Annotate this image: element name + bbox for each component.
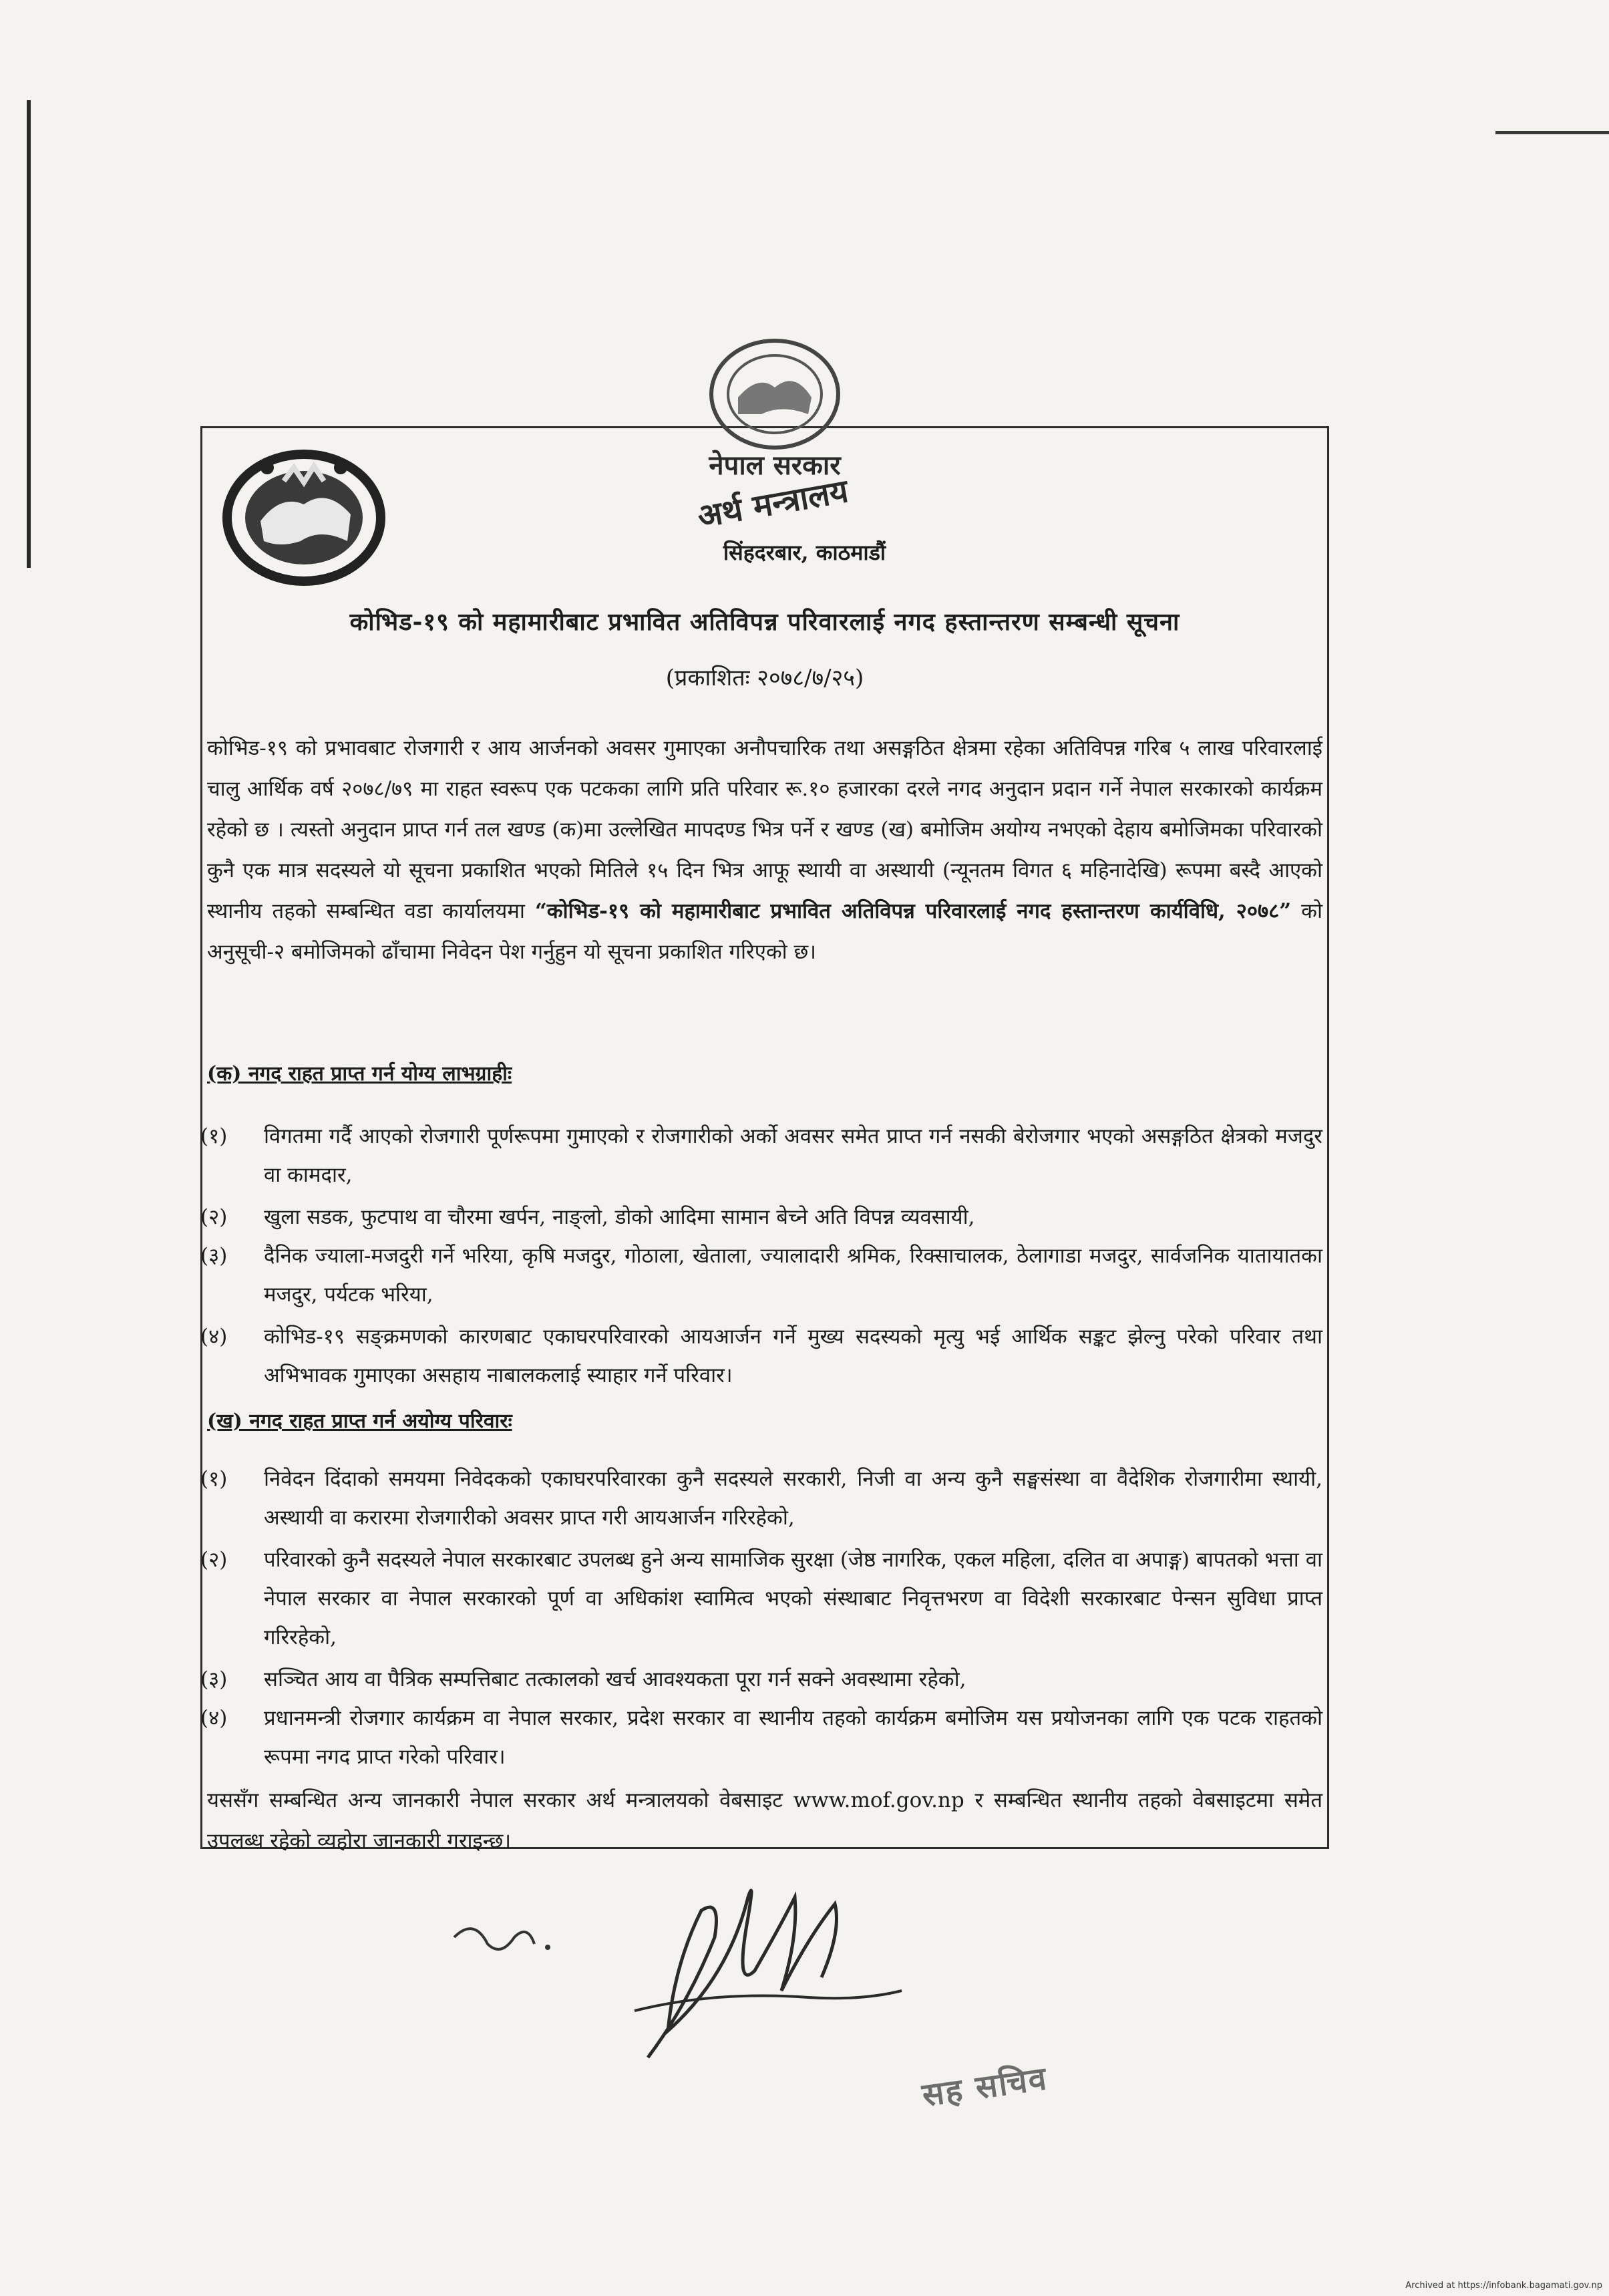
list-text: परिवारको कुनै सदस्यले नेपाल सरकारबाट उपलब्ध हुने अन्य सामाजिक सुरक्षा (जेष्ठ नागरिक, एकल महिला, दलित वा अपाङ्ग) बापतको भत्ता वा नेपाल सरकार वा नेपाल सरकारको पूर्ण वा अधिकांश स्वामित्व भएको संस्थाबाट निवृत्तभरण वा विदेशी सरकारबाट पेन्सन सुविधा प्राप्त गरिरहेको,	[264, 1548, 1322, 1649]
intro-text-after: को अनुसूची-२ बमोजिमको ढाँचामा निवेदन पेश गर्नुहुन यो सूचना प्रकाशित गरिएको छ।	[207, 899, 1322, 964]
list-text: सञ्चित आय वा पैत्रिक सम्पत्तिबाट तत्कालको खर्च आवश्यकता पूरा गर्न सक्ने अवस्थामा रहेको,	[264, 1667, 966, 1691]
list-item	[200, 1460, 1322, 1537]
list-item	[200, 1117, 1322, 1194]
list-number: (३)	[200, 1667, 228, 1691]
list-number: (३)	[200, 1244, 228, 1268]
footer-note: यससँग सम्बन्धित अन्य जानकारी नेपाल सरकार अर्थ मन्त्रालयको वेबसाइट www.mof.gov.np र सम्बन्धित स्थानीय तहको वेबसाइटमा समेत उपलब्ध रहेको व्यहोरा जानकारी गराइन्छ।	[207, 1788, 1322, 1853]
scan-edge-right	[1495, 131, 1609, 134]
list-text: खुला सडक, फुटपाथ वा चौरमा खर्पन, नाङ्लो, डोको आदिमा सामान बेच्ने अति विपन्न व्यवसायी,	[264, 1205, 975, 1229]
list-text: दैनिक ज्याला-मजदुरी गर्ने भरिया, कृषि मजदुर, गोठाला, खेताला, ज्यालादारी श्रमिक, रिक्साचालक, ठेलागाडा मजदुर, सार्वजनिक यातायातका मजदुर, पर्यटक भरिया,	[264, 1244, 1322, 1307]
scan-edge-left	[27, 100, 31, 568]
list-item	[200, 1198, 1322, 1237]
section-a-heading: (क) नगद राहत प्राप्त गर्न योग्य लाभग्राहीः	[207, 1062, 512, 1086]
list-number: (२)	[200, 1548, 228, 1572]
intro-text-before: कोभिड-१९ को प्रभावबाट रोजगारी र आय आर्जनको अवसर गुमाएका अनौपचारिक तथा असङ्गठित क्षेत्रमा रहेका अतिविपन्न गरिब ५ लाख परिवारलाई चालु आर्थिक वर्ष २०७८/७९ मा राहत स्वरूप एक पटकका लागि प्रति परिवार रू.१० हजारका दरले नगद अनुदान प्रदान गर्ने नेपाल सरकारको कार्यक्रम रहेको छ । त्यस्तो अनुदान प्राप्त गर्न तल खण्ड (क)मा उल्लेखित मापदण्ड भित्र पर्ने र खण्ड (ख) बमोजिम अयोग्य नभएको देहाय बमोजिमका परिवारको कुनै एक मात्र सदस्यले यो सूचना प्रकाशित भएको मितिले १५ दिन भित्र आफू स्थायी वा अस्थायी (न्यूनतम विगत ६ महिनादेखि) रूपमा बस्दै आएको स्थानीय तहको सम्बन्धित वडा कार्यालयमा	[207, 736, 1322, 923]
section-b-heading: (ख) नगद राहत प्राप्त गर्न अयोग्य परिवारः	[207, 1410, 512, 1433]
list-text: कोभिड-१९ सङ्क्रमणको कारणबाट एकाघरपरिवारको आयआर्जन गर्ने मुख्य सदस्यको मृत्यु भई आर्थिक सङ्कट झेल्नु परेको परिवार तथा अभिभावक गुमाएका असहाय नाबालकलाई स्याहार गर्ने परिवार।	[264, 1325, 1322, 1387]
intro-quoted-procedure: “कोभिड-१९ को महामारीबाट प्रभावित अतिविपन्न परिवारलाई नगद हस्तान्तरण कार्यविधि, २०७८”	[534, 899, 1292, 923]
list-number: (२)	[200, 1205, 228, 1229]
list-item	[200, 1237, 1322, 1314]
list-text: प्रधानमन्त्री रोजगार कार्यक्रम वा नेपाल सरकार, प्रदेश सरकार वा स्थानीय तहको कार्यक्रम बमोजिम यस प्रयोजनका लागि एक पटक राहतको रूपमा नगद प्राप्त गरेको परिवार।	[264, 1706, 1322, 1769]
archive-note: Archived at https://infobank.bagamati.gov.np	[1405, 2281, 1602, 2291]
seal-stamp-line1: नेपाल सरकार	[709, 450, 841, 481]
list-text: निवेदन दिंदाको समयमा निवेदकको एकाघरपरिवारका कुनै सदस्यले सरकारी, निजी वा अन्य कुनै सङ्घसंस्था वा वैदेशिक रोजगारीमा स्थायी, अस्थायी वा करारमा रोजगारीको अवसर प्राप्त गरी आयआर्जन गरिरहेको,	[264, 1467, 1322, 1530]
list-number: (४)	[200, 1325, 228, 1349]
list-number: (४)	[200, 1706, 228, 1730]
list-item	[200, 1699, 1322, 1776]
list-number: (१)	[200, 1124, 228, 1148]
list-text: विगतमा गर्दै आएको रोजगारी पूर्णरूपमा गुमाएको र रोजगारीको अर्को अवसर समेत प्राप्त गर्न नसकी बेरोजगार भएको असङ्गठित क्षेत्रको मजदुर वा कामदार,	[264, 1124, 1322, 1187]
intro-paragraph	[207, 728, 1322, 973]
list-item	[200, 1660, 1322, 1699]
seal-stamp-line2: अर्थ मन्त्रालय	[695, 472, 852, 536]
notice-title: कोभिड-१९ को महामारीबाट प्रभावित अतिविपन्न परिवारलाई नगद हस्तान्तरण सम्बन्धी सूचना	[349, 608, 1180, 636]
handwritten-signature	[434, 1857, 968, 2124]
list-item	[200, 1540, 1322, 1657]
office-address: सिंहदरबार, काठमाडौं	[723, 540, 886, 565]
list-number: (१)	[200, 1467, 228, 1491]
signer-stamp: सह सचिव	[920, 2060, 1050, 2114]
published-date: (प्रकाशितः २०७८/७/२५)	[665, 665, 864, 691]
list-item	[200, 1317, 1322, 1395]
